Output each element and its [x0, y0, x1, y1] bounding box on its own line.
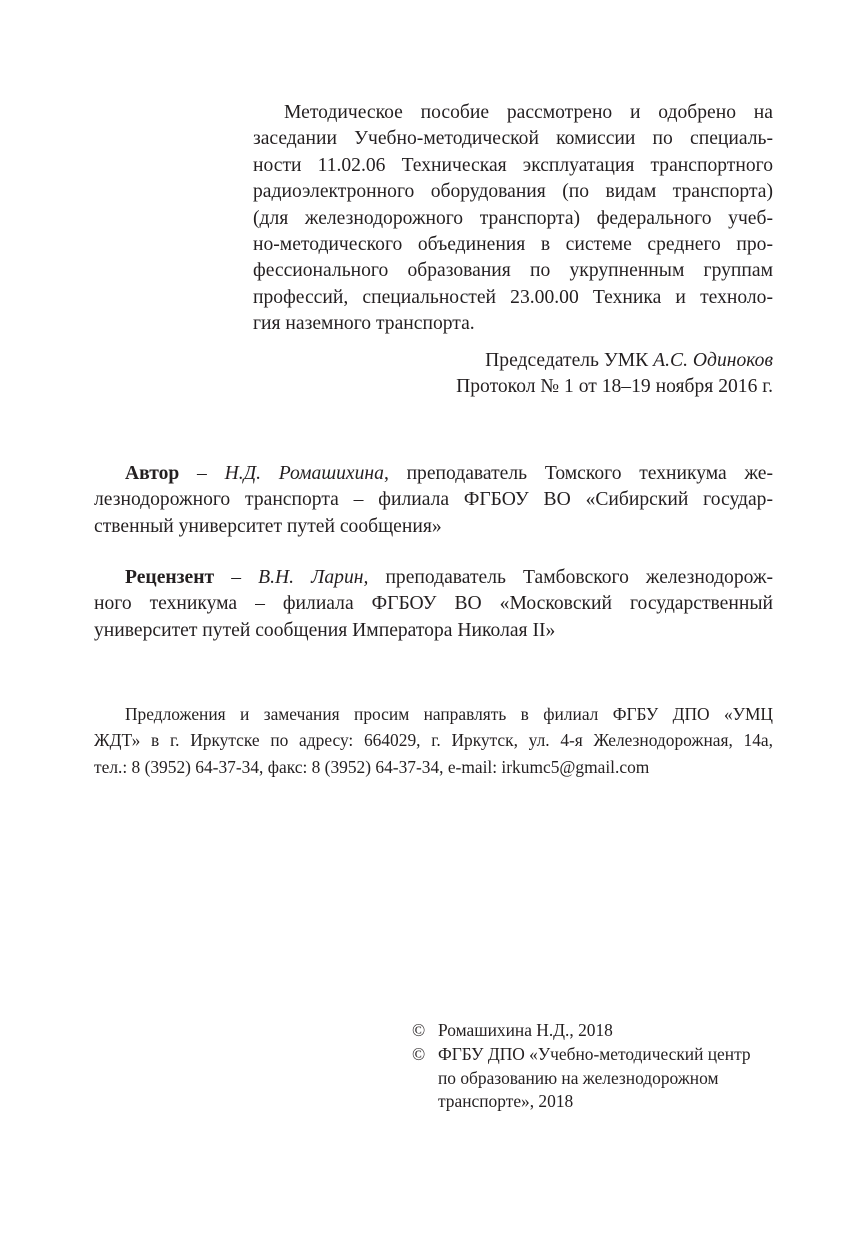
reviewer-name: В.Н. Ларин,: [258, 567, 369, 588]
approval-line: заседании Учебно-методической комиссии по специаль-: [253, 128, 773, 150]
contacts-line: Предложения и замечания просим направлять в филиал ФГБУ ДПО «УМЦ: [125, 704, 773, 724]
copyright-text: транспорте», 2018: [438, 1091, 574, 1112]
approval-line: радиоэлектронного оборудования (по видам транспорта): [253, 181, 773, 203]
author-name: Н.Д. Ромашихина: [224, 463, 384, 484]
author-line-2: лезнодорожного транспорта – филиала ФГБОУ ВО «Сибирский государ-: [94, 489, 773, 511]
reviewer-line-2: ного техникума – филиала ФГБОУ ВО «Московский государственный: [94, 593, 773, 615]
contacts-paragraph: [94, 701, 773, 780]
copyright-text: Ромашихина Н.Д., 2018: [438, 1020, 613, 1040]
chair-name: А.С. Одиноков: [653, 350, 773, 371]
author-paragraph: [94, 461, 773, 540]
contacts-line: тел.: 8 (3952) 64-37-34, факс: 8 (3952) 64-37-34, e-mail: irkumc5@gmail.com: [94, 756, 650, 777]
copyright-text: по образованию на железнодорожном: [438, 1067, 719, 1088]
reviewer-label: Рецензент: [125, 567, 215, 588]
approval-line: ности 11.02.06 Техническая эксплуатация транспортного: [253, 154, 773, 176]
author-line-1: Автор – Н.Д. Ромашихина, преподаватель Томского техникума же-: [125, 463, 773, 484]
copyright-block: [412, 1019, 792, 1114]
chair-line: [253, 348, 773, 374]
author-label: Автор: [125, 463, 180, 484]
approval-line: но-методического объединения в системе среднего про-: [253, 234, 773, 256]
approval-line: гия наземного транспорта.: [253, 313, 475, 335]
copyright-entry-publisher: [412, 1043, 792, 1114]
reviewer-line-1: Рецензент – В.Н. Ларин, преподаватель Тамбовского железнодорож-: [125, 567, 774, 588]
copyright-entry-author: [412, 1019, 792, 1043]
copyright-icon: ©: [412, 1020, 426, 1040]
protocol-line: Протокол № 1 от 18–19 ноября 2016 г.: [456, 376, 773, 398]
author-line-3: ственный университет путей сообщения»: [94, 515, 442, 537]
reviewer-paragraph: [94, 565, 773, 644]
copyright-text: ФГБУ ДПО «Учебно-методический центр: [438, 1043, 751, 1064]
chair-label: Председатель УМК: [485, 350, 654, 371]
copyright-icon: ©: [412, 1043, 426, 1064]
reviewer-line-3: университет путей сообщения Императора Николая II»: [94, 619, 556, 641]
approval-line: фессионального образования по укрупненным группам: [253, 260, 773, 282]
contacts-line: ЖДТ» в г. Иркутске по адресу: 664029, г. Иркутск, ул. 4-я Железнодорожная, 14а,: [94, 730, 773, 751]
approval-signature: [253, 348, 773, 401]
approval-line: (для железнодорожного транспорта) федерального учеб-: [253, 207, 773, 229]
approval-line: профессий, специальностей 23.00.00 Техника и техноло-: [253, 286, 773, 308]
approval-paragraph: [253, 100, 773, 338]
approval-line: Методическое пособие рассмотрено и одобрено на: [284, 102, 773, 123]
